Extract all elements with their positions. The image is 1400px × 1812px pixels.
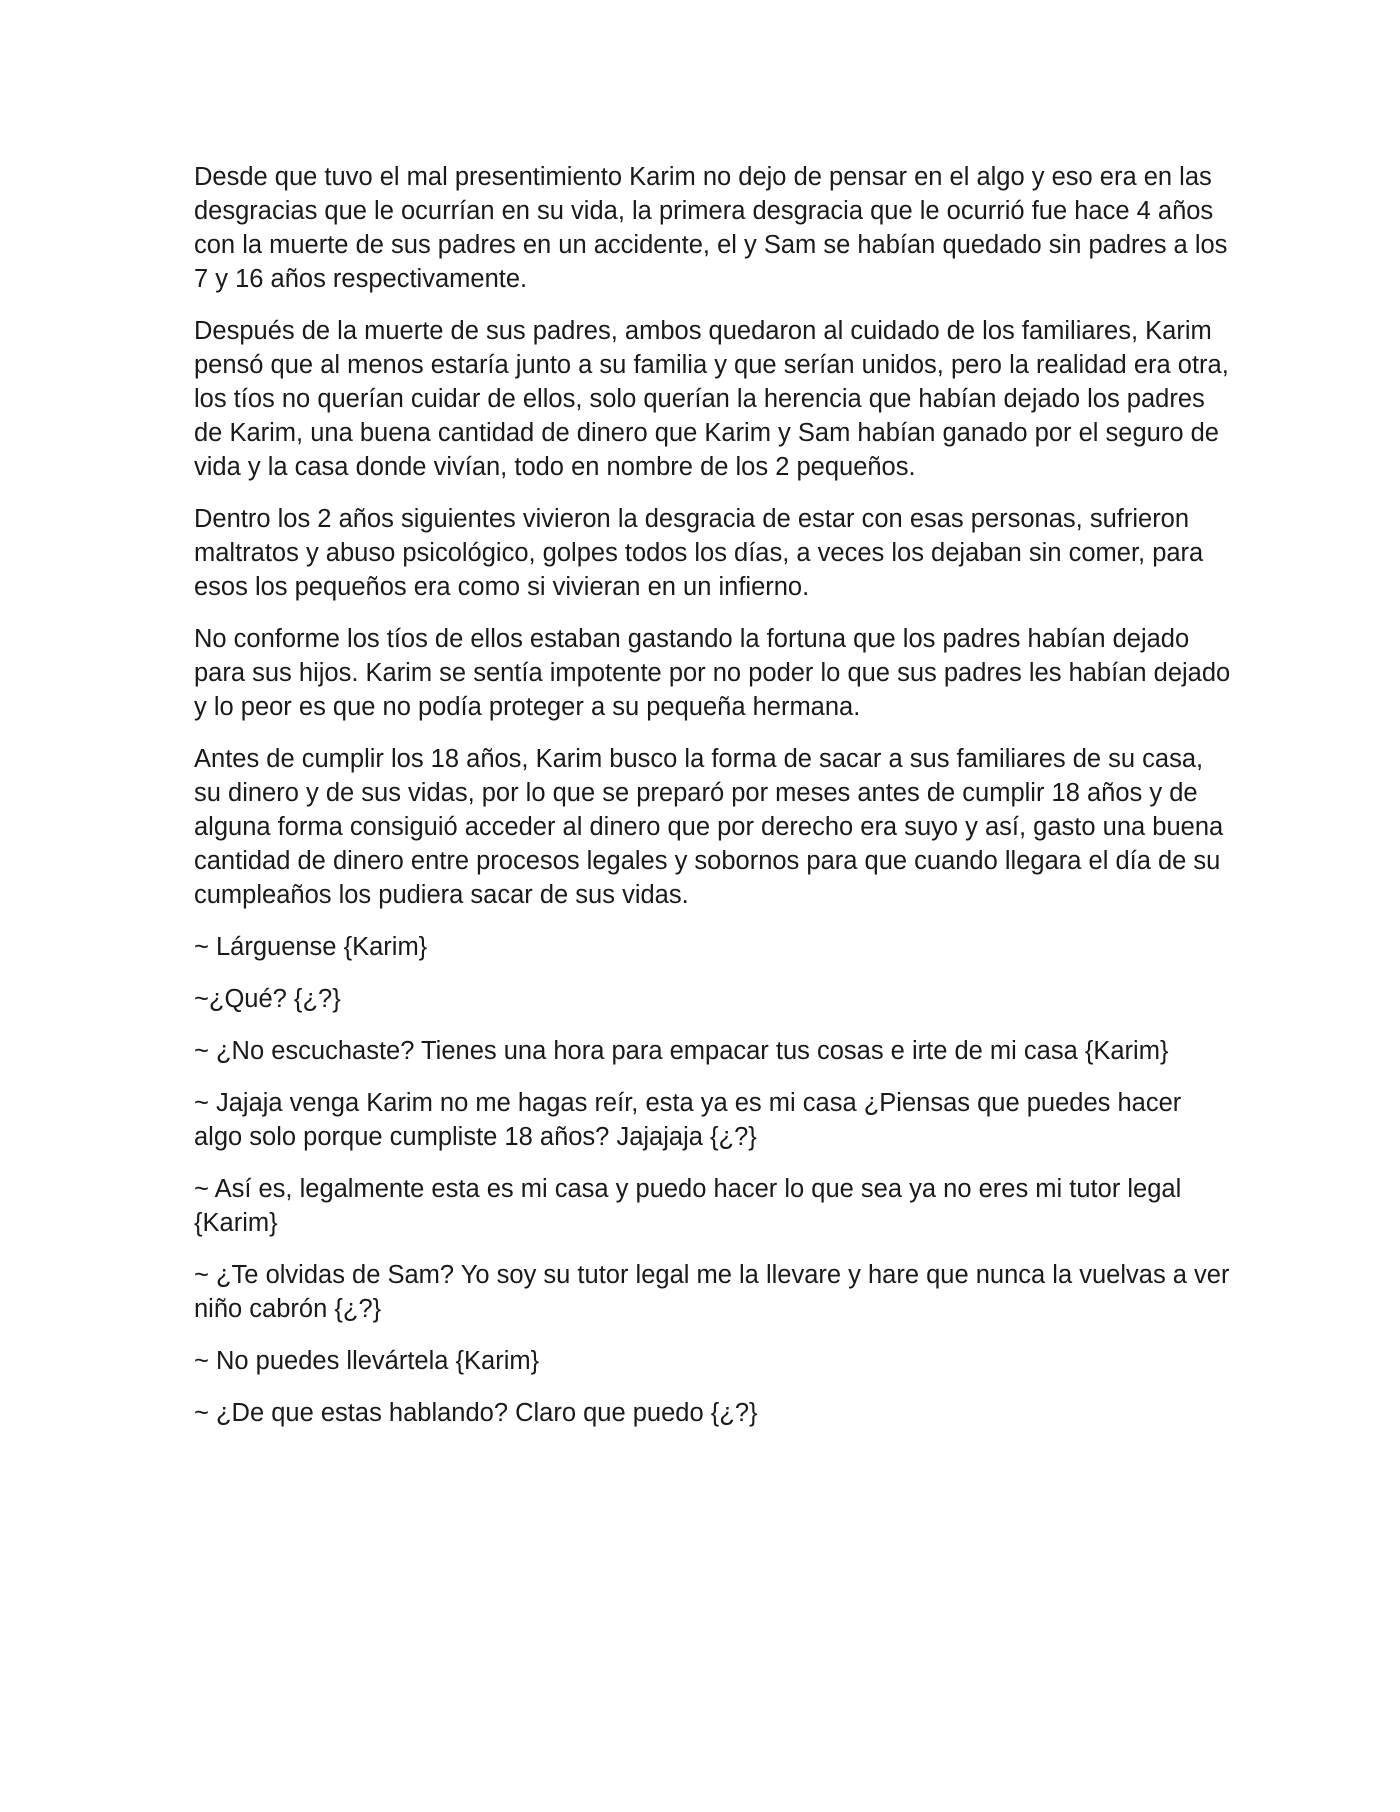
paragraph: Después de la muerte de sus padres, ambos quedaron al cuidado de los familiares, Karim pensó que al menos estaría junto a su familia y que serían unidos, pero la realidad era otra, los tíos no querían cuidar de ellos, solo querían la herencia que habían dejado los padres de Karim, una buena cantidad de dinero que Karim y Sam habían ganado por el seguro de vida y la casa donde vivían, todo en nombre de los 2 pequeños. (194, 317, 1229, 481)
dialogue-line: ~ No puedes llevártela {Karim} (194, 1347, 540, 1375)
document-body (194, 160, 1234, 1448)
dialogue-line: ~ ¿No escuchaste? Tienes una hora para empacar tus cosas e irte de mi casa {Karim} (194, 1037, 1169, 1065)
paragraph: Desde que tuvo el mal presentimiento Karim no dejo de pensar en el algo y eso era en las desgracias que le ocurrían en su vida, la primera desgracia que le ocurrió fue hace 4 años con la muerte de sus padres en un accidente, el y Sam se habían quedado sin padres a los 7 y 16 años respectivamente. (194, 163, 1228, 293)
dialogue-line: ~¿Qué? {¿?} (194, 985, 341, 1013)
dialogue-line: ~ Así es, legalmente esta es mi casa y puedo hacer lo que sea ya no eres mi tutor legal {Karim} (194, 1175, 1182, 1237)
paragraph: No conforme los tíos de ellos estaban gastando la fortuna que los padres habían dejado para sus hijos. Karim se sentía impotente por no poder lo que sus padres les habían dejado y lo peor es que no podía proteger a su pequeña hermana. (194, 625, 1231, 721)
paragraph: Dentro los 2 años siguientes vivieron la desgracia de estar con esas personas, sufrieron maltratos y abuso psicológico, golpes todos los días, a veces los dejaban sin comer, para esos los pequeños era como si vivieran en un infierno. (194, 505, 1204, 601)
dialogue-line: ~ Lárguense {Karim} (194, 933, 428, 961)
dialogue-line: ~ Jajaja venga Karim no me hagas reír, esta ya es mi casa ¿Piensas que puedes hacer algo solo porque cumpliste 18 años? Jajajaja {¿?} (194, 1089, 1182, 1151)
dialogue-line: ~ ¿De que estas hablando? Claro que puedo {¿?} (194, 1399, 758, 1427)
dialogue-line: ~ ¿Te olvidas de Sam? Yo soy su tutor legal me la llevare y hare que nunca la vuelvas a ver niño cabrón {¿?} (194, 1261, 1230, 1323)
paragraph: Antes de cumplir los 18 años, Karim busco la forma de sacar a sus familiares de su casa, su dinero y de sus vidas, por lo que se preparó por meses antes de cumplir 18 años y de alguna forma consiguió acceder al dinero que por derecho era suyo y así, gasto una buena cantidad de dinero entre procesos legales y sobornos para que cuando llegara el día de su cumpleaños los pudiera sacar de sus vidas. (194, 745, 1224, 909)
